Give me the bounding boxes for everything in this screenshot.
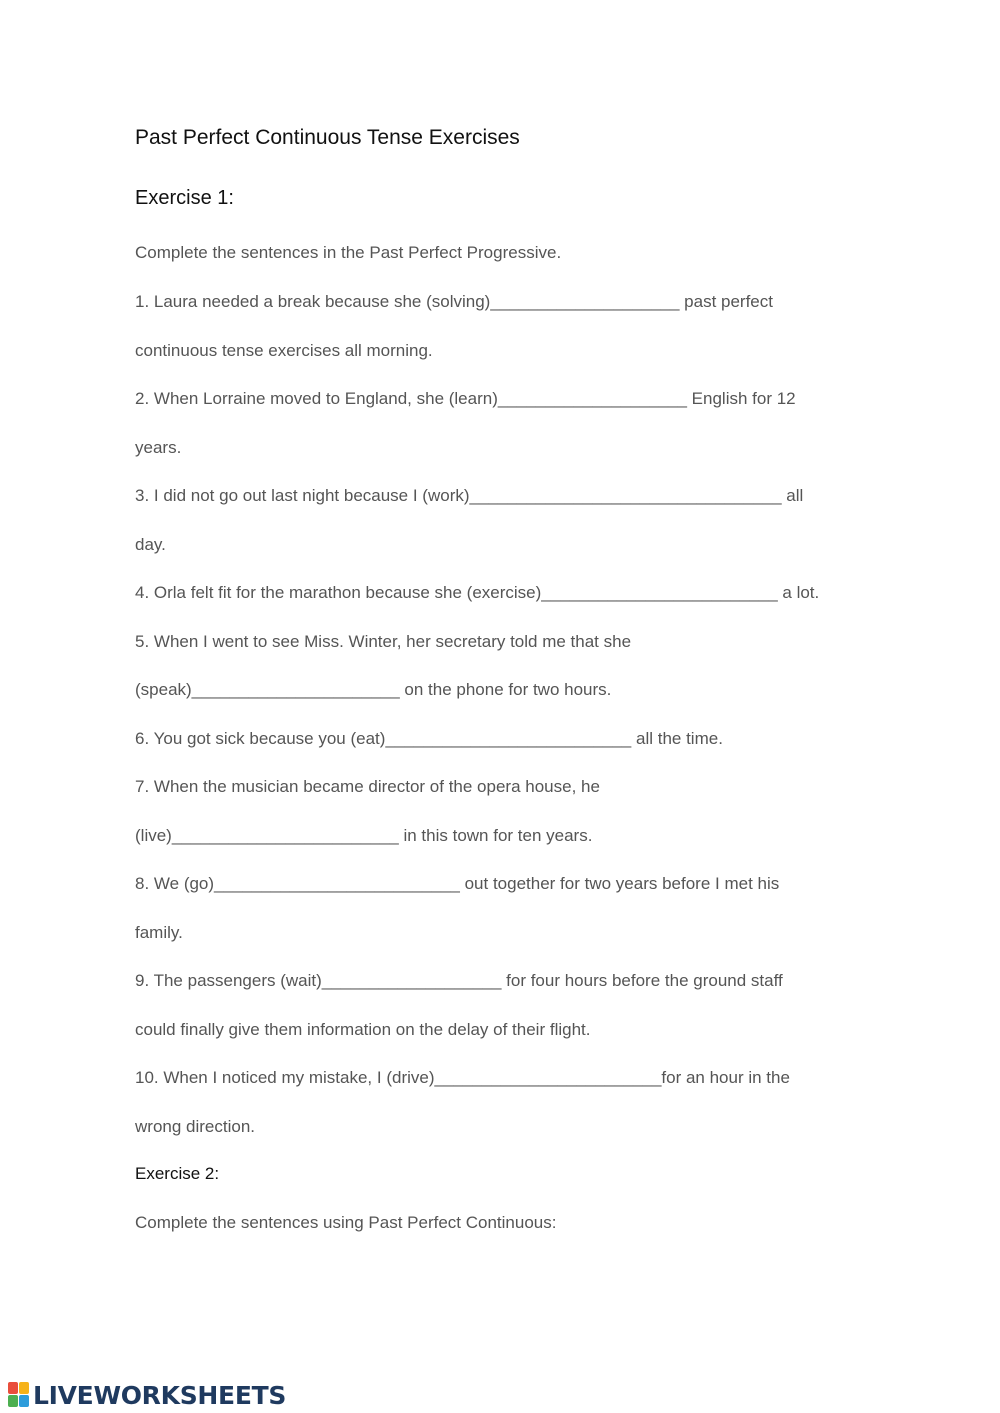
sentence-10-continued: wrong direction. [135, 1117, 256, 1136]
sentence-8: 8. We (go)__________________________ out together for two years before I met his [135, 874, 780, 893]
sentence-2: 2. When Lorraine moved to England, she (learn)____________________ English for 12 [135, 389, 796, 408]
page-title: Past Perfect Continuous Tense Exercises [135, 126, 520, 149]
sentence-9-continued: could finally give them information on the delay of their flight. [135, 1020, 591, 1039]
sentence-10: 10. When I noticed my mistake, I (drive)________________________for an hour in the [135, 1068, 790, 1087]
sentence-1: 1. Laura needed a break because she (solving)____________________ past perfect [135, 292, 773, 311]
sentence-7-continued: (live)________________________ in this town for ten years. [135, 826, 593, 845]
sentence-8-continued: family. [135, 923, 183, 942]
exercise-2-heading: Exercise 2: [135, 1164, 220, 1183]
sentence-6: 6. You got sick because you (eat)__________________________ all the time. [135, 729, 723, 748]
sentence-9: 9. The passengers (wait)___________________ for four hours before the ground staff [135, 971, 783, 990]
sentence-5: 5. When I went to see Miss. Winter, her secretary told me that she [135, 632, 632, 651]
exercise-1-heading: Exercise 1: [135, 187, 234, 209]
sentence-3: 3. I did not go out last night because I (work)_________________________________ all [135, 486, 804, 505]
sentence-5-continued: (speak)______________________ on the phone for two hours. [135, 680, 612, 699]
sentence-7: 7. When the musician became director of the opera house, he [135, 777, 600, 796]
sentence-3-continued: day. [135, 535, 166, 554]
sentence-1-continued: continuous tense exercises all morning. [135, 341, 433, 360]
sentence-4: 4. Orla felt fit for the marathon because she (exercise)_________________________ a lot. [135, 583, 820, 602]
exercise-2-instruction: Complete the sentences using Past Perfect Continuous: [135, 1213, 557, 1232]
logo-text: LIVEWORKSHEETS [33, 1380, 287, 1410]
liveworksheets-logo-icon [8, 1382, 30, 1408]
exercise-1-instruction: Complete the sentences in the Past Perfect Progressive. [135, 243, 562, 262]
sentence-2-continued: years. [135, 438, 182, 457]
liveworksheets-logo[interactable] [8, 1380, 286, 1410]
